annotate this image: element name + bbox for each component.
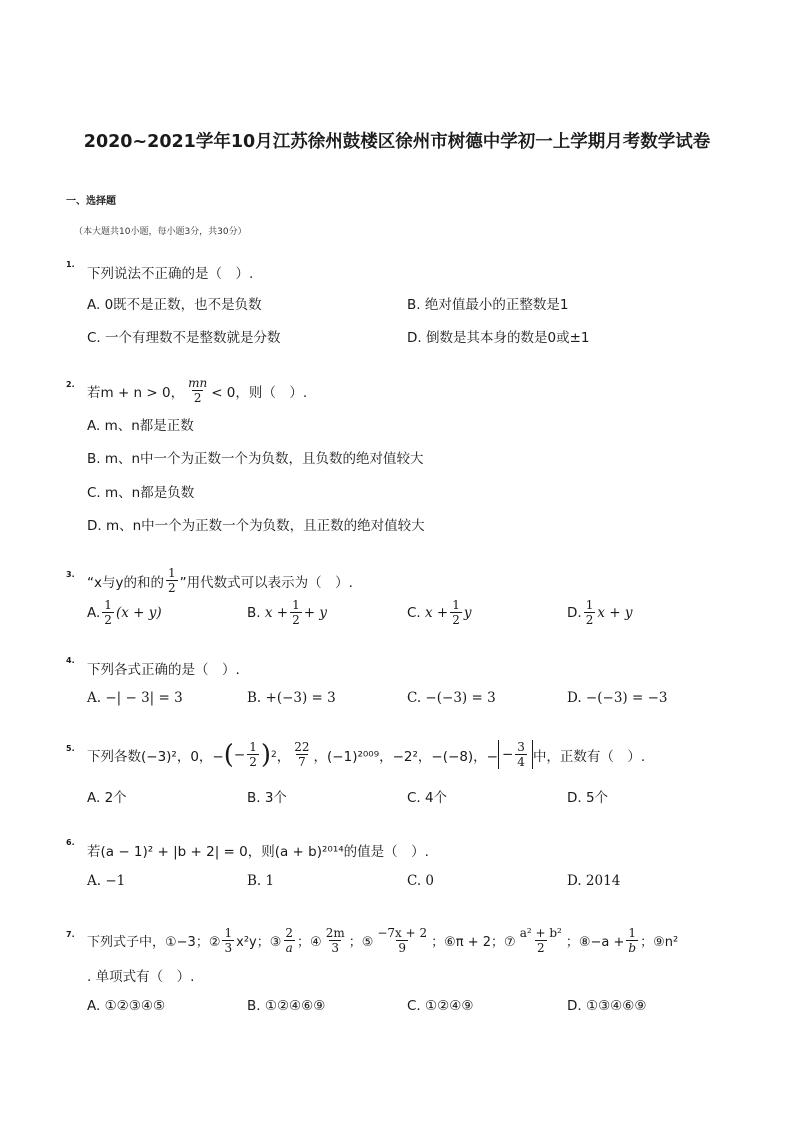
option-b: B. +(−3) = 3 xyxy=(247,690,336,706)
numerator: 1 xyxy=(628,926,637,940)
fraction xyxy=(515,740,527,769)
option-b: B. 1 xyxy=(247,873,275,889)
question-number: 5. xyxy=(66,744,75,753)
numerator: 1 xyxy=(104,598,112,612)
question-stem: 下列各数(−3)²，0，− ( − $\frac{1}{2}$ ) 2 ， $\frac{22}{7}$ ，(−1)²⁰⁰⁹，−2²，−(−8)，− − $\frac{3}{4}$ 中，正数有（ ）. xyxy=(87,739,646,770)
question-stem xyxy=(87,566,353,595)
option-d: D. 5个 xyxy=(567,790,609,806)
denominator: 4 xyxy=(517,755,525,769)
section-heading: 一、选择题 xyxy=(66,196,116,207)
option-c: C. ①②④⑨ xyxy=(407,998,474,1014)
exponent: 2 xyxy=(271,749,277,760)
fraction xyxy=(290,598,302,627)
denominator: 2 xyxy=(292,613,300,627)
option-b: B. m、n中一个为正数一个为负数，且负数的绝对值较大 xyxy=(87,451,424,467)
option-a: A. −1 xyxy=(87,873,126,889)
stem-text: ”用代数式可以表示为（ ）. xyxy=(179,574,353,591)
option-c: C. m、n都是负数 xyxy=(87,485,195,501)
option-c: C. 一个有理数不是整数就是分数 xyxy=(87,330,281,346)
numerator: 3 xyxy=(517,740,525,754)
fraction xyxy=(450,598,462,627)
numerator: mn xyxy=(188,376,208,390)
fraction xyxy=(626,926,638,955)
numerator: 1 xyxy=(292,598,300,612)
paren-open: ( xyxy=(223,739,234,770)
numerator: 1 xyxy=(249,740,257,754)
option-b: B. 绝对值最小的正整数是1 xyxy=(407,297,569,313)
stem-text: 下列各数(−3)²，0，− xyxy=(87,748,224,765)
numerator: −7x + 2 xyxy=(377,926,428,940)
option-b: B. 3个 xyxy=(247,790,287,806)
option-c xyxy=(407,598,472,627)
fraction xyxy=(375,926,429,955)
question-number: 2. xyxy=(66,380,75,389)
stem-text: ；⑤ xyxy=(348,935,374,950)
option-a: A. −| − 3| = 3 xyxy=(87,690,183,706)
math-text: x + y xyxy=(597,604,633,621)
question-stem xyxy=(87,376,307,405)
option-label: D. xyxy=(567,604,582,621)
option-label: C. xyxy=(407,604,421,621)
denominator: 3 xyxy=(331,941,340,955)
stem-text: ；⑧−a + xyxy=(565,935,625,950)
numerator: 22 xyxy=(294,740,310,754)
question-stem-continued: . 单项式有（ ）. xyxy=(87,969,195,985)
numerator: 1 xyxy=(224,926,233,940)
fraction xyxy=(102,598,114,627)
fraction xyxy=(247,740,259,769)
denominator: b xyxy=(628,941,637,955)
option-b: B. ①②④⑥⑨ xyxy=(247,998,326,1014)
math-text: + y xyxy=(303,604,327,621)
option-label: A. xyxy=(87,604,101,621)
option-d: D. −(−3) = −3 xyxy=(567,690,668,706)
option-d xyxy=(567,598,632,627)
option-d: D. ①③④⑥⑨ xyxy=(567,998,647,1014)
option-a: A. 0既不是正数，也不是负数 xyxy=(87,297,262,313)
stem-text: ；④ xyxy=(297,935,322,950)
numerator: 1 xyxy=(167,566,176,580)
stem-text: “x与y的和的 xyxy=(87,574,164,591)
math-text: (x + y) xyxy=(115,604,162,621)
section-note: （本大题共10小题，每小题3分，共30分） xyxy=(74,227,247,237)
denominator: 3 xyxy=(224,941,233,955)
stem-text: < 0，则（ ）. xyxy=(211,384,308,401)
option-c: C. 0 xyxy=(407,873,435,889)
fraction xyxy=(283,926,295,955)
denominator: 9 xyxy=(398,941,407,955)
absolute-value: − $\frac{3}{4}$ xyxy=(498,740,533,769)
math-text: x + xyxy=(264,604,289,621)
denominator: a xyxy=(285,941,293,955)
stem-text: ；⑥π + 2；⑦ xyxy=(431,935,516,950)
page-title: 2020~2021学年10月江苏徐州鼓楼区徐州市树德中学初一上学期月考数学试卷 xyxy=(83,132,711,152)
fraction xyxy=(518,926,564,955)
numerator: 1 xyxy=(452,598,460,612)
stem-text: ；⑨n² xyxy=(640,935,679,950)
question-number: 1. xyxy=(66,260,75,269)
denominator: 2 xyxy=(585,613,594,627)
question-number: 4. xyxy=(66,656,75,665)
stem-text: ，(−1)²⁰⁰⁹，−2²，−(−8)，− xyxy=(313,748,498,765)
question-stem: 下列说法不正确的是（ ）. xyxy=(87,266,254,282)
numerator: 2m xyxy=(325,926,345,940)
option-a: A. ①②③④⑤ xyxy=(87,998,166,1014)
option-d: D. 2014 xyxy=(567,873,621,889)
numerator: a² + b² xyxy=(519,926,562,940)
math-text: x + xyxy=(425,604,449,621)
stem-text: 若m + n > 0， xyxy=(87,384,185,401)
question-number: 6. xyxy=(66,838,75,847)
denominator: 2 xyxy=(193,391,202,405)
denominator: 2 xyxy=(536,941,545,955)
stem-text: x²y；③ xyxy=(236,935,282,950)
fraction xyxy=(324,926,347,955)
numerator: 2 xyxy=(285,926,294,940)
denominator: 2 xyxy=(452,613,460,627)
math-text: y xyxy=(463,604,472,621)
option-a: A. 2个 xyxy=(87,790,127,806)
stem-text: 中，正数有（ ）. xyxy=(532,748,646,765)
paren-close: ) xyxy=(260,739,272,770)
question-stem: 若(a − 1)² + |b + 2| = 0，则(a + b)²⁰¹⁴的值是（ ）. xyxy=(87,844,429,860)
denominator: 2 xyxy=(249,755,257,769)
option-d: D. m、n中一个为正数一个为负数，且正数的绝对值较大 xyxy=(87,518,425,534)
fraction xyxy=(186,376,209,405)
numerator: 1 xyxy=(585,598,594,612)
stem-text: 下列式子中，①−3；② xyxy=(87,935,221,950)
option-b xyxy=(247,598,327,627)
denominator: 2 xyxy=(104,613,112,627)
option-d: D. 倒数是其本身的数是0或±1 xyxy=(407,330,590,346)
fraction xyxy=(166,566,178,595)
option-a xyxy=(87,598,162,627)
denominator: 2 xyxy=(167,581,176,595)
option-c: C. −(−3) = 3 xyxy=(407,690,496,706)
question-stem xyxy=(87,926,678,955)
fraction xyxy=(584,598,596,627)
fraction xyxy=(222,926,234,955)
fraction xyxy=(292,740,311,769)
question-number: 7. xyxy=(66,930,75,939)
option-c: C. 4个 xyxy=(407,790,448,806)
option-label: B. xyxy=(247,604,261,621)
question-stem: 下列各式正确的是（ ）. xyxy=(87,662,240,678)
denominator: 7 xyxy=(298,755,306,769)
option-a: A. m、n都是正数 xyxy=(87,418,194,434)
question-number: 3. xyxy=(66,570,75,579)
